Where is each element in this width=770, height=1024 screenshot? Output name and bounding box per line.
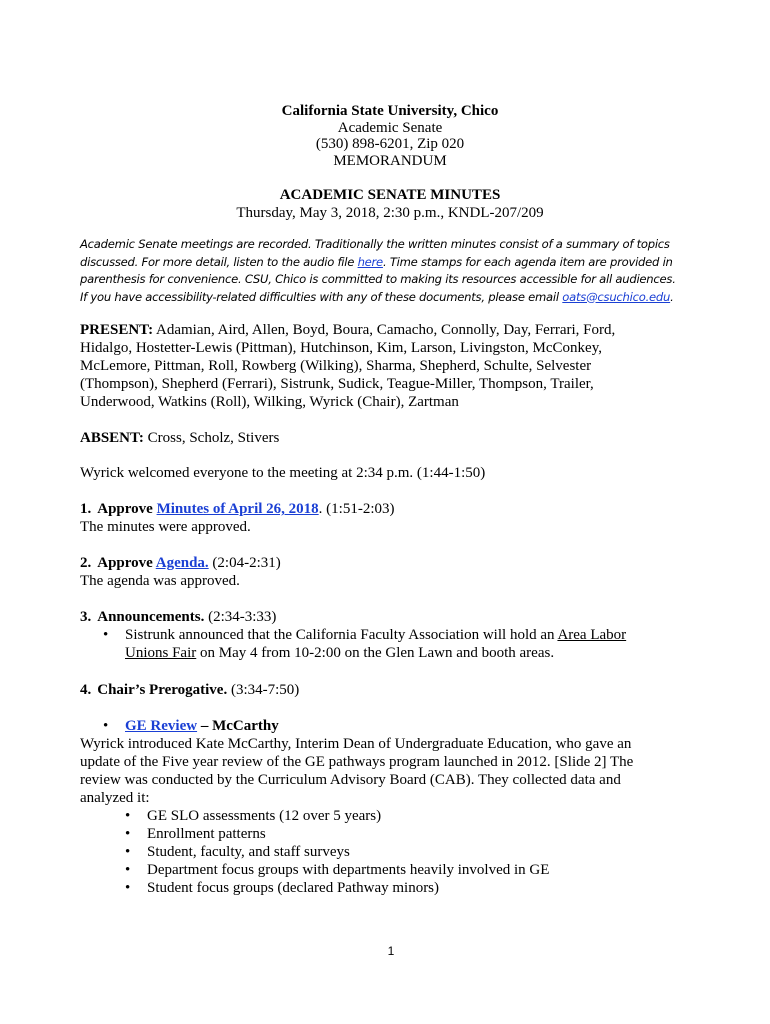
page-number: 1 xyxy=(387,944,395,958)
notice-line: discussed. For more detail, listen to the audio file here. Time stamps for each agenda item are provided in xyxy=(80,254,673,269)
item-label: Approve xyxy=(97,501,157,517)
notice-line: Academic Senate meetings are recorded. Traditionally the written minutes consist of a summary of topics xyxy=(80,237,670,251)
absent-label: ABSENT: xyxy=(80,430,144,446)
bullet-icon: • xyxy=(125,844,131,860)
agenda-item-3 xyxy=(80,608,695,662)
email-link[interactable]: oats@csuchico.edu xyxy=(562,289,671,304)
item-timestamp: (2:04-2:31) xyxy=(208,555,281,571)
paragraph-line: review was conducted by the Curriculum Advisory Board (CAB). They collected data and xyxy=(80,772,621,788)
agenda-item-1 xyxy=(80,500,695,536)
present-names: (Thompson), Shepherd (Ferrari), Sistrunk, Sudick, Teague-Miller, Thompson, Trailer, xyxy=(80,376,594,392)
item-number: 3. xyxy=(80,609,92,625)
present-names: McLemore, Pittman, Roll, Rowberg (Wilking), Sharma, Shepherd, Schulte, Selvester xyxy=(80,358,592,374)
item-result: The agenda was approved. xyxy=(80,573,240,589)
bullet-icon: • xyxy=(125,826,131,842)
labor-fair-link[interactable]: Area Labor xyxy=(557,627,627,643)
agenda-link[interactable]: Agenda. xyxy=(155,555,209,571)
list-item: • GE SLO assessments (12 over 5 years) xyxy=(125,808,382,824)
labor-fair-link[interactable]: Unions Fair xyxy=(125,645,197,661)
list-item: • Department focus groups with departments heavily involved in GE xyxy=(125,862,550,878)
recording-notice xyxy=(80,236,680,306)
university-name: California State University, Chico xyxy=(281,103,499,119)
notice-line: If you have accessibility-related difficulties with any of these documents, please email oats@csuchico.edu. xyxy=(80,289,674,304)
present-names: Underwood, Watkins (Roll), Wilking, Wyrick (Chair), Zartman xyxy=(80,394,459,410)
memo-label: MEMORANDUM xyxy=(333,152,447,169)
agenda-item-2 xyxy=(80,554,695,590)
list-item xyxy=(80,717,695,735)
bullet-icon: • xyxy=(103,718,109,734)
agenda-item-4 xyxy=(80,681,695,699)
item-timestamp: . (1:51-2:03) xyxy=(318,501,395,517)
minutes-link[interactable]: Minutes of April 26, 2018 xyxy=(156,501,319,517)
item-number: 2. xyxy=(80,555,92,571)
item-label: Approve xyxy=(97,555,156,571)
ge-review-link[interactable]: GE Review xyxy=(125,718,198,734)
item-result: The minutes were approved. xyxy=(80,519,251,535)
item-number: 4. xyxy=(80,682,92,698)
item-timestamp: (2:34-3:33) xyxy=(204,609,277,625)
present-names: Adamian, Aird, Allen, Boyd, Boura, Camacho, Connolly, Day, Ferrari, Ford, xyxy=(153,322,616,338)
paragraph-line: analyzed it: xyxy=(80,790,150,806)
list-item: • Student focus groups (declared Pathway minors) xyxy=(125,880,440,896)
welcome-line: Wyrick welcomed everyone to the meeting at 2:34 p.m. (1:44-1:50) xyxy=(80,465,486,481)
list-item: • Sistrunk announced that the California Faculty Association will hold an Area Labor Unions Fair on May 4 from 10-2:00 on the Glen Lawn and booth areas. xyxy=(103,627,627,661)
item-timestamp: (3:34-7:50) xyxy=(227,682,300,698)
bullet-icon: • xyxy=(125,880,131,896)
paragraph-line: Wyrick introduced Kate McCarthy, Interim Dean of Undergraduate Education, who gave an xyxy=(80,736,632,752)
memo-header xyxy=(0,103,770,169)
list-item: • Student, faculty, and staff surveys xyxy=(125,844,350,860)
present-names: Hidalgo, Hostetter-Lewis (Pittman), Hutchinson, Kim, Larson, Livingston, McConkey, xyxy=(80,340,602,356)
item-number: 1. xyxy=(80,501,92,517)
notice-line: parenthesis for convenience. CSU, Chico is committed to making its resources accessible for all audiences. xyxy=(80,272,676,286)
paragraph-line: update of the Five year review of the GE pathways program launched in 2012. [Slide 2] The xyxy=(80,754,634,770)
contact-line: (530) 898-6201, Zip 020 xyxy=(315,136,465,152)
bullet-icon: • xyxy=(125,862,131,878)
minutes-title-block xyxy=(0,187,770,222)
present-section xyxy=(80,321,695,411)
item-label: Chair’s Prerogative. xyxy=(97,682,228,698)
absent-names: Cross, Scholz, Stivers xyxy=(143,430,280,446)
presenter-name: – McCarthy xyxy=(197,718,279,734)
minutes-title: ACADEMIC SENATE MINUTES xyxy=(279,187,501,203)
present-label: PRESENT: xyxy=(80,322,154,338)
list-item: • Enrollment patterns xyxy=(125,826,266,842)
senate-name: Academic Senate xyxy=(337,119,443,136)
ge-review-section xyxy=(80,717,695,897)
item-label: Announcements. xyxy=(97,609,205,625)
audio-file-link[interactable]: here xyxy=(357,254,383,269)
bullet-icon: • xyxy=(125,808,131,824)
absent-section xyxy=(80,429,695,447)
bullet-icon: • xyxy=(103,627,109,643)
meeting-date: Thursday, May 3, 2018, 2:30 p.m., KNDL-207/209 xyxy=(236,204,544,221)
